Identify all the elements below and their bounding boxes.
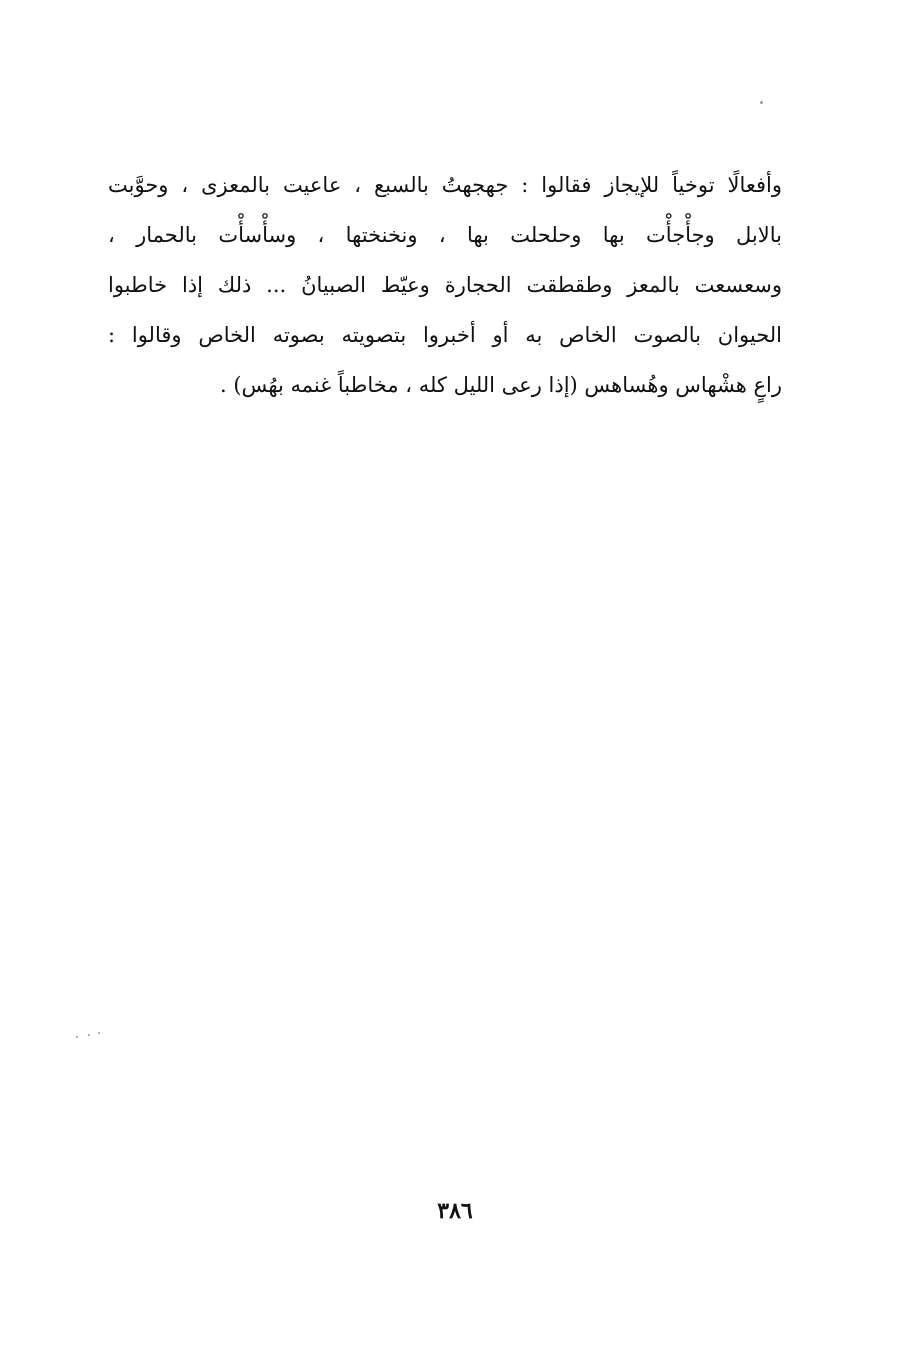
text-line-2: بالابل وجأْجأْت بها وحلحلت بها ، ونخنختها ، وسأْسأْت بالحمار ، [108, 223, 782, 247]
scan-speck [760, 101, 763, 104]
text-line-3: وسعسعت بالمعز وطقطقت الحجارة وعيّط الصبيانُ ... ذلك إذا خاطبوا [108, 273, 782, 297]
scan-speck [98, 1032, 100, 1034]
scan-speck [88, 1034, 90, 1036]
scan-speck [76, 1036, 78, 1038]
body-text [108, 160, 782, 410]
text-line-4: الحيوان بالصوت الخاص به أو أخبروا بتصويته بصوته الخاص وقالوا : [108, 323, 782, 347]
text-line-5: راعٍ هشْهاس وهُساهس (إذا رعى الليل كله ، مخاطباً غنمه بهُس) . [220, 373, 782, 397]
text-line-1: وأفعالًا توخياً للإيجاز فقالوا : جهجهتُ بالسبع ، عاعيت بالمعزى ، وحوَّبت [108, 173, 782, 197]
page-number: ٣٨٦ [437, 1198, 473, 1224]
